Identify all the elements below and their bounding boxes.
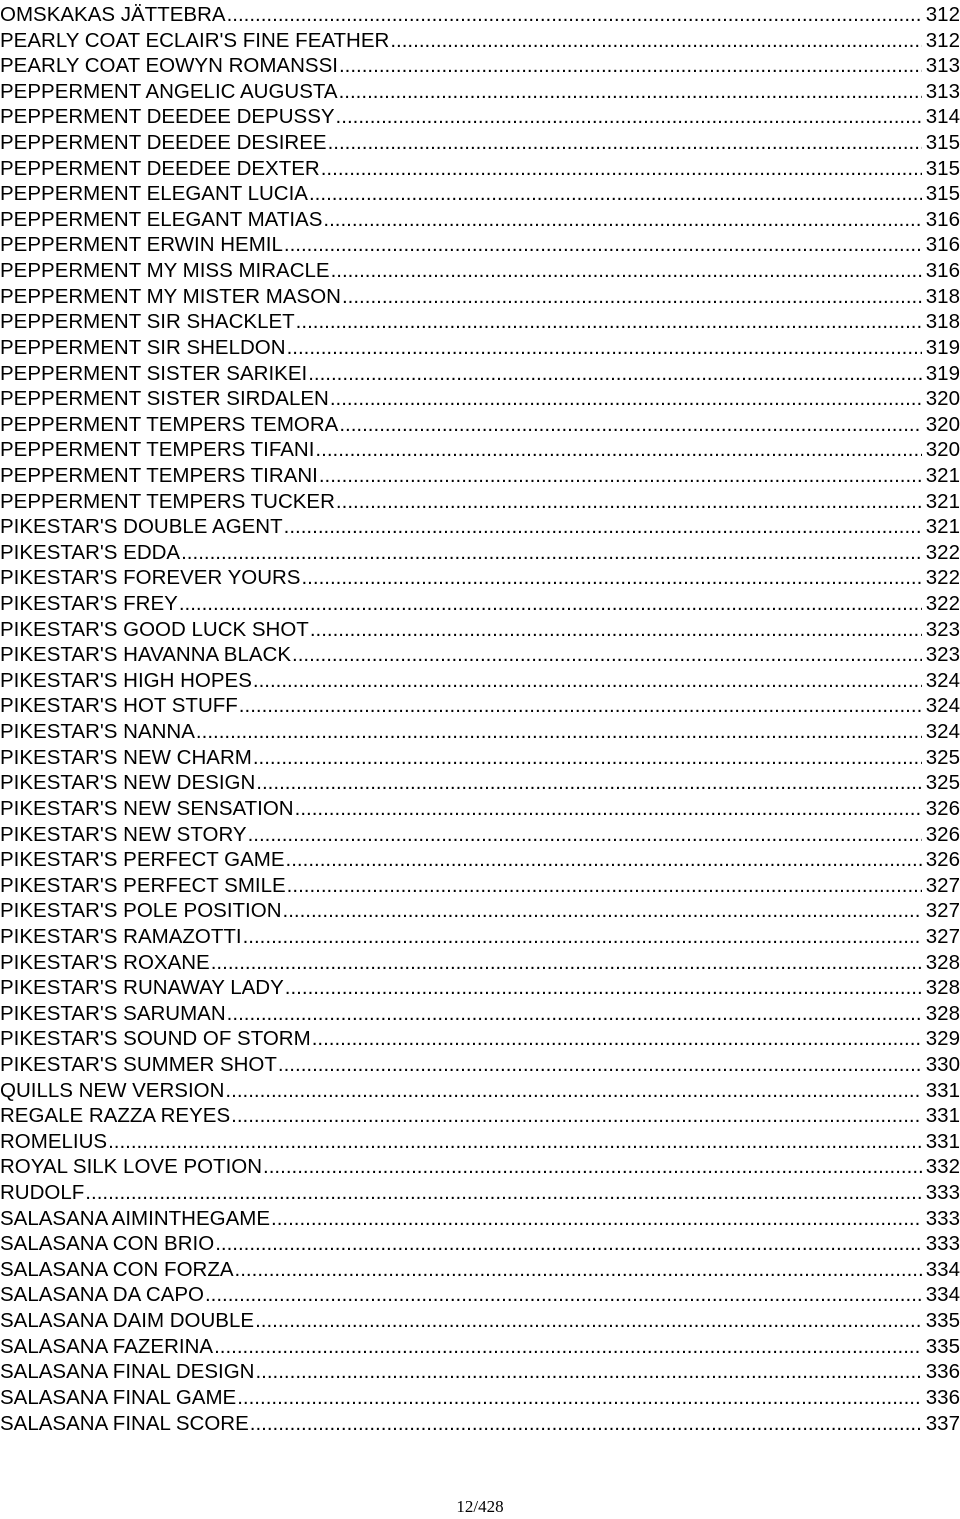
dot-leader <box>271 1206 922 1232</box>
toc-entry-page-number: 320 <box>925 412 960 436</box>
dot-leader <box>225 1078 921 1104</box>
toc-entry[interactable] <box>0 1282 960 1308</box>
toc-entry[interactable] <box>0 28 960 54</box>
toc-entry-title: RUDOLF <box>0 1181 85 1205</box>
toc-entry-title: REGALE RAZZA REYES <box>0 1104 231 1128</box>
toc-entry[interactable] <box>0 309 960 335</box>
dot-leader <box>253 668 922 694</box>
toc-entry-title: SALASANA DA CAPO <box>0 1283 204 1307</box>
toc-entry-page-number: 312 <box>925 3 960 26</box>
dot-leader <box>339 53 922 79</box>
toc-entry-page-number: 324 <box>925 668 960 692</box>
toc-entry-title: PEARLY COAT EOWYN ROMANSSI <box>0 54 338 78</box>
toc-entry-page-number: 334 <box>925 1283 960 1307</box>
toc-entry-page-number: 333 <box>925 1206 960 1230</box>
dot-leader <box>330 386 922 412</box>
toc-entry[interactable] <box>0 975 960 1001</box>
toc-entry[interactable] <box>0 1411 960 1437</box>
toc-entry-title: SALASANA AIMINTHEGAME <box>0 1206 270 1230</box>
toc-entry-page-number: 331 <box>925 1078 960 1102</box>
toc-entry-page-number: 324 <box>925 694 960 718</box>
toc-entry[interactable] <box>0 719 960 745</box>
toc-entry-page-number: 333 <box>925 1232 960 1256</box>
toc-entry-title: PIKESTAR'S FOREVER YOURS <box>0 566 301 590</box>
toc-entry-page-number: 336 <box>925 1385 960 1409</box>
dot-leader <box>308 361 922 387</box>
toc-entry-page-number: 316 <box>925 207 960 231</box>
toc-entry[interactable] <box>0 79 960 105</box>
toc-entry[interactable] <box>0 591 960 617</box>
toc-entry-page-number: 335 <box>925 1334 960 1358</box>
dot-leader <box>263 1154 922 1180</box>
toc-entry[interactable] <box>0 1206 960 1232</box>
dot-leader <box>312 1026 922 1052</box>
dot-leader <box>227 1001 922 1027</box>
toc-entry-title: PEPPERMENT SISTER SIRDALEN <box>0 387 329 411</box>
dot-leader <box>284 514 922 540</box>
toc-entry[interactable] <box>0 1385 960 1411</box>
toc-entry-title: ROYAL SILK LOVE POTION <box>0 1155 263 1179</box>
toc-entry-title: SALASANA CON BRIO <box>0 1232 215 1256</box>
toc-entry[interactable] <box>0 1359 960 1385</box>
toc-entry[interactable] <box>0 514 960 540</box>
toc-entry-page-number: 314 <box>925 105 960 129</box>
toc-entry-title: PIKESTAR'S FREY <box>0 592 178 616</box>
toc-entry-title: PIKESTAR'S GOOD LUCK SHOT <box>0 617 309 641</box>
toc-entry-title: PEPPERMENT TEMPERS TIFANI <box>0 438 315 462</box>
dot-leader <box>296 309 922 335</box>
dot-leader <box>181 540 922 566</box>
toc-entry[interactable] <box>0 898 960 924</box>
toc-entry-page-number: 329 <box>925 1027 960 1051</box>
dot-leader <box>287 873 922 899</box>
dot-leader <box>85 1180 921 1206</box>
toc-entry-page-number: 313 <box>925 79 960 103</box>
toc-entry[interactable] <box>0 1257 960 1283</box>
toc-entry-title: PEPPERMENT MY MISS MIRACLE <box>0 259 330 283</box>
toc-entry-page-number: 336 <box>925 1360 960 1384</box>
dot-leader <box>205 1282 922 1308</box>
toc-entry[interactable] <box>0 386 960 412</box>
dot-leader <box>250 1411 922 1437</box>
dot-leader <box>339 412 921 438</box>
dot-leader <box>292 642 922 668</box>
dot-leader <box>255 1359 921 1385</box>
toc-entry-title: SALASANA FINAL DESIGN <box>0 1360 255 1384</box>
toc-entry-page-number: 315 <box>925 156 960 180</box>
dot-leader <box>239 693 922 719</box>
dot-leader <box>214 1334 922 1360</box>
toc-entry-title: PEPPERMENT TEMPERS TUCKER <box>0 489 335 513</box>
dot-leader <box>286 847 922 873</box>
toc-entry-page-number: 318 <box>925 284 960 308</box>
page-number: 12/428 <box>456 1497 504 1516</box>
dot-leader <box>319 463 922 489</box>
toc-entry-title: PEPPERMENT TEMPERS TIRANI <box>0 463 318 487</box>
dot-leader <box>283 898 922 924</box>
dot-leader <box>287 335 922 361</box>
toc-entry-title: OMSKAKAS JÄTTEBRA <box>0 3 226 26</box>
toc-entry-title: PIKESTAR'S RUNAWAY LADY <box>0 976 284 1000</box>
toc-entry-page-number: 322 <box>925 566 960 590</box>
dot-leader <box>215 1231 922 1257</box>
toc-entry[interactable] <box>0 104 960 130</box>
toc-entry-title: PIKESTAR'S EDDA <box>0 540 181 564</box>
toc-entry[interactable] <box>0 822 960 848</box>
toc-entry[interactable] <box>0 1231 960 1257</box>
toc-entry-title: PIKESTAR'S NEW DESIGN <box>0 771 256 795</box>
toc-entry-title: PEPPERMENT DEEDEE DEPUSSY <box>0 105 335 129</box>
toc-entry[interactable] <box>0 540 960 566</box>
toc-entry-title: PIKESTAR'S PERFECT SMILE <box>0 873 286 897</box>
toc-entry-page-number: 320 <box>925 387 960 411</box>
toc-entry-title: PIKESTAR'S NANNA <box>0 720 195 744</box>
dot-leader <box>255 1308 922 1334</box>
toc-entry[interactable] <box>0 130 960 156</box>
dot-leader <box>243 924 922 950</box>
toc-entry[interactable] <box>0 489 960 515</box>
toc-entry[interactable] <box>0 924 960 950</box>
toc-entry-page-number: 319 <box>925 361 960 385</box>
toc-entry-page-number: 316 <box>925 233 960 257</box>
toc-entry-title: PEPPERMENT ERWIN HEMIL <box>0 233 283 257</box>
toc-entry-page-number: 327 <box>925 899 960 923</box>
toc-entry-title: PEPPERMENT ELEGANT LUCIA <box>0 182 308 206</box>
dot-leader <box>336 489 922 515</box>
toc-entry-page-number: 321 <box>925 515 960 539</box>
dot-leader <box>179 591 922 617</box>
toc-entry[interactable] <box>0 361 960 387</box>
dot-leader <box>285 975 922 1001</box>
toc-entry-title: SALASANA CON FORZA <box>0 1257 234 1281</box>
dot-leader <box>196 719 922 745</box>
toc-entry-page-number: 332 <box>925 1155 960 1179</box>
toc-entry-page-number: 326 <box>925 848 960 872</box>
toc-entry-title: PEPPERMENT MY MISTER MASON <box>0 284 341 308</box>
toc-entry-title: SALASANA FAZERINA <box>0 1334 214 1358</box>
toc-entry-page-number: 318 <box>925 310 960 334</box>
toc-entry[interactable] <box>0 617 960 643</box>
toc-entry-page-number: 325 <box>925 745 960 769</box>
dot-leader <box>295 796 922 822</box>
toc-entry-title: PEPPERMENT TEMPERS TEMORA <box>0 412 339 436</box>
dot-leader <box>211 950 922 976</box>
dot-leader <box>248 822 922 848</box>
toc-entry[interactable] <box>0 745 960 771</box>
toc-entry[interactable] <box>0 1308 960 1334</box>
dot-leader <box>310 617 922 643</box>
toc-entry[interactable] <box>0 873 960 899</box>
toc-entry[interactable] <box>0 1078 960 1104</box>
toc-entry-page-number: 335 <box>925 1309 960 1333</box>
toc-entry-page-number: 331 <box>925 1104 960 1128</box>
toc-entry[interactable] <box>0 53 960 79</box>
toc-entry-page-number: 334 <box>925 1257 960 1281</box>
toc-entry[interactable] <box>0 1334 960 1360</box>
toc-entry[interactable] <box>0 847 960 873</box>
dot-leader <box>231 1103 922 1129</box>
toc-entry[interactable] <box>0 1001 960 1027</box>
toc-entry-page-number: 321 <box>925 489 960 513</box>
dot-leader <box>328 130 922 156</box>
toc-entry-title: PIKESTAR'S HOT STUFF <box>0 694 238 718</box>
toc-entry-title: PIKESTAR'S SUMMER SHOT <box>0 1052 277 1076</box>
toc-entry[interactable] <box>0 565 960 591</box>
toc-entry[interactable] <box>0 1052 960 1078</box>
table-of-contents <box>0 2 960 1436</box>
toc-entry[interactable] <box>0 463 960 489</box>
dot-leader <box>284 232 922 258</box>
toc-entry-title: PIKESTAR'S POLE POSITION <box>0 899 282 923</box>
toc-entry-page-number: 323 <box>925 643 960 667</box>
toc-entry-title: PIKESTAR'S PERFECT GAME <box>0 848 285 872</box>
dot-leader <box>323 207 921 233</box>
toc-entry[interactable] <box>0 412 960 438</box>
toc-entry[interactable] <box>0 770 960 796</box>
toc-entry-title: QUILLS NEW VERSION <box>0 1078 225 1102</box>
toc-entry-title: SALASANA DAIM DOUBLE <box>0 1309 255 1333</box>
toc-entry-title: PIKESTAR'S DOUBLE AGENT <box>0 515 283 539</box>
toc-entry-page-number: 331 <box>925 1129 960 1153</box>
toc-entry-page-number: 324 <box>925 720 960 744</box>
toc-entry-page-number: 312 <box>925 28 960 52</box>
toc-entry[interactable] <box>0 693 960 719</box>
dot-leader <box>235 1257 922 1283</box>
toc-entry-page-number: 321 <box>925 463 960 487</box>
toc-entry-page-number: 315 <box>925 182 960 206</box>
toc-entry-title: PIKESTAR'S SOUND OF STORM <box>0 1027 311 1051</box>
toc-entry[interactable] <box>0 1154 960 1180</box>
toc-entry-title: PEPPERMENT SIR SHACKLET <box>0 310 295 334</box>
toc-entry[interactable] <box>0 1180 960 1206</box>
toc-entry[interactable] <box>0 796 960 822</box>
toc-entry-page-number: 328 <box>925 950 960 974</box>
toc-entry-title: SALASANA FINAL SCORE <box>0 1411 249 1435</box>
toc-entry-page-number: 325 <box>925 771 960 795</box>
toc-entry-title: PIKESTAR'S NEW CHARM <box>0 745 252 769</box>
toc-entry-title: PEPPERMENT SISTER SARIKEI <box>0 361 308 385</box>
toc-entry-title: PIKESTAR'S NEW STORY <box>0 822 247 846</box>
toc-entry-page-number: 326 <box>925 822 960 846</box>
dot-leader <box>227 2 922 28</box>
toc-entry-title: PIKESTAR'S ROXANE <box>0 950 210 974</box>
toc-entry[interactable] <box>0 1026 960 1052</box>
toc-entry-title: SALASANA FINAL GAME <box>0 1385 237 1409</box>
toc-entry-page-number: 327 <box>925 924 960 948</box>
toc-entry-page-number: 320 <box>925 438 960 462</box>
toc-entry[interactable] <box>0 950 960 976</box>
toc-entry[interactable] <box>0 207 960 233</box>
dot-leader <box>278 1052 922 1078</box>
dot-leader <box>253 745 922 771</box>
toc-entry[interactable] <box>0 668 960 694</box>
toc-entry[interactable] <box>0 642 960 668</box>
toc-entry-page-number: 323 <box>925 617 960 641</box>
toc-entry-page-number: 313 <box>925 54 960 78</box>
toc-entry-page-number: 327 <box>925 873 960 897</box>
dot-leader <box>315 437 921 463</box>
toc-entry-title: PEARLY COAT ECLAIR'S FINE FEATHER <box>0 28 390 52</box>
toc-entry-page-number: 322 <box>925 592 960 616</box>
dot-leader <box>390 28 921 54</box>
toc-entry-title: PIKESTAR'S RAMAZOTTI <box>0 924 242 948</box>
toc-entry-page-number: 328 <box>925 976 960 1000</box>
dot-leader <box>336 104 922 130</box>
toc-entry-title: PIKESTAR'S HAVANNA BLACK <box>0 643 292 667</box>
toc-entry[interactable] <box>0 437 960 463</box>
dot-leader <box>108 1129 922 1155</box>
dot-leader <box>309 181 922 207</box>
toc-entry[interactable] <box>0 335 960 361</box>
toc-entry[interactable] <box>0 232 960 258</box>
toc-entry-title: ROMELIUS <box>0 1129 108 1153</box>
dot-leader <box>301 565 921 591</box>
toc-entry-title: PEPPERMENT DEEDEE DEXTER <box>0 156 320 180</box>
toc-entry-page-number: 319 <box>925 335 960 359</box>
toc-entry-title: PIKESTAR'S HIGH HOPES <box>0 668 252 692</box>
toc-entry[interactable] <box>0 1103 960 1129</box>
toc-entry-title: PEPPERMENT SIR SHELDON <box>0 335 286 359</box>
toc-entry-title: PIKESTAR'S NEW SENSATION <box>0 796 294 820</box>
dot-leader <box>339 79 922 105</box>
toc-entry-page-number: 328 <box>925 1001 960 1025</box>
toc-entry[interactable] <box>0 181 960 207</box>
toc-entry-page-number: 316 <box>925 259 960 283</box>
toc-entry-page-number: 337 <box>925 1411 960 1435</box>
toc-entry[interactable] <box>0 156 960 182</box>
toc-entry[interactable] <box>0 284 960 310</box>
dot-leader <box>331 258 922 284</box>
toc-entry-page-number: 322 <box>925 540 960 564</box>
toc-entry-title: PEPPERMENT ELEGANT MATIAS <box>0 207 323 231</box>
toc-entry-page-number: 315 <box>925 131 960 155</box>
toc-entry-title: PEPPERMENT DEEDEE DESIREE <box>0 131 327 155</box>
toc-entry[interactable] <box>0 258 960 284</box>
toc-entry-title: PIKESTAR'S SARUMAN <box>0 1001 226 1025</box>
dot-leader <box>256 770 922 796</box>
toc-entry-page-number: 330 <box>925 1052 960 1076</box>
dot-leader <box>237 1385 922 1411</box>
toc-entry-page-number: 326 <box>925 796 960 820</box>
dot-leader <box>342 284 922 310</box>
toc-entry-page-number: 333 <box>925 1181 960 1205</box>
toc-entry-title: PEPPERMENT ANGELIC AUGUSTA <box>0 79 338 103</box>
dot-leader <box>321 156 922 182</box>
toc-entry[interactable] <box>0 1129 960 1155</box>
toc-entry[interactable] <box>0 2 960 28</box>
